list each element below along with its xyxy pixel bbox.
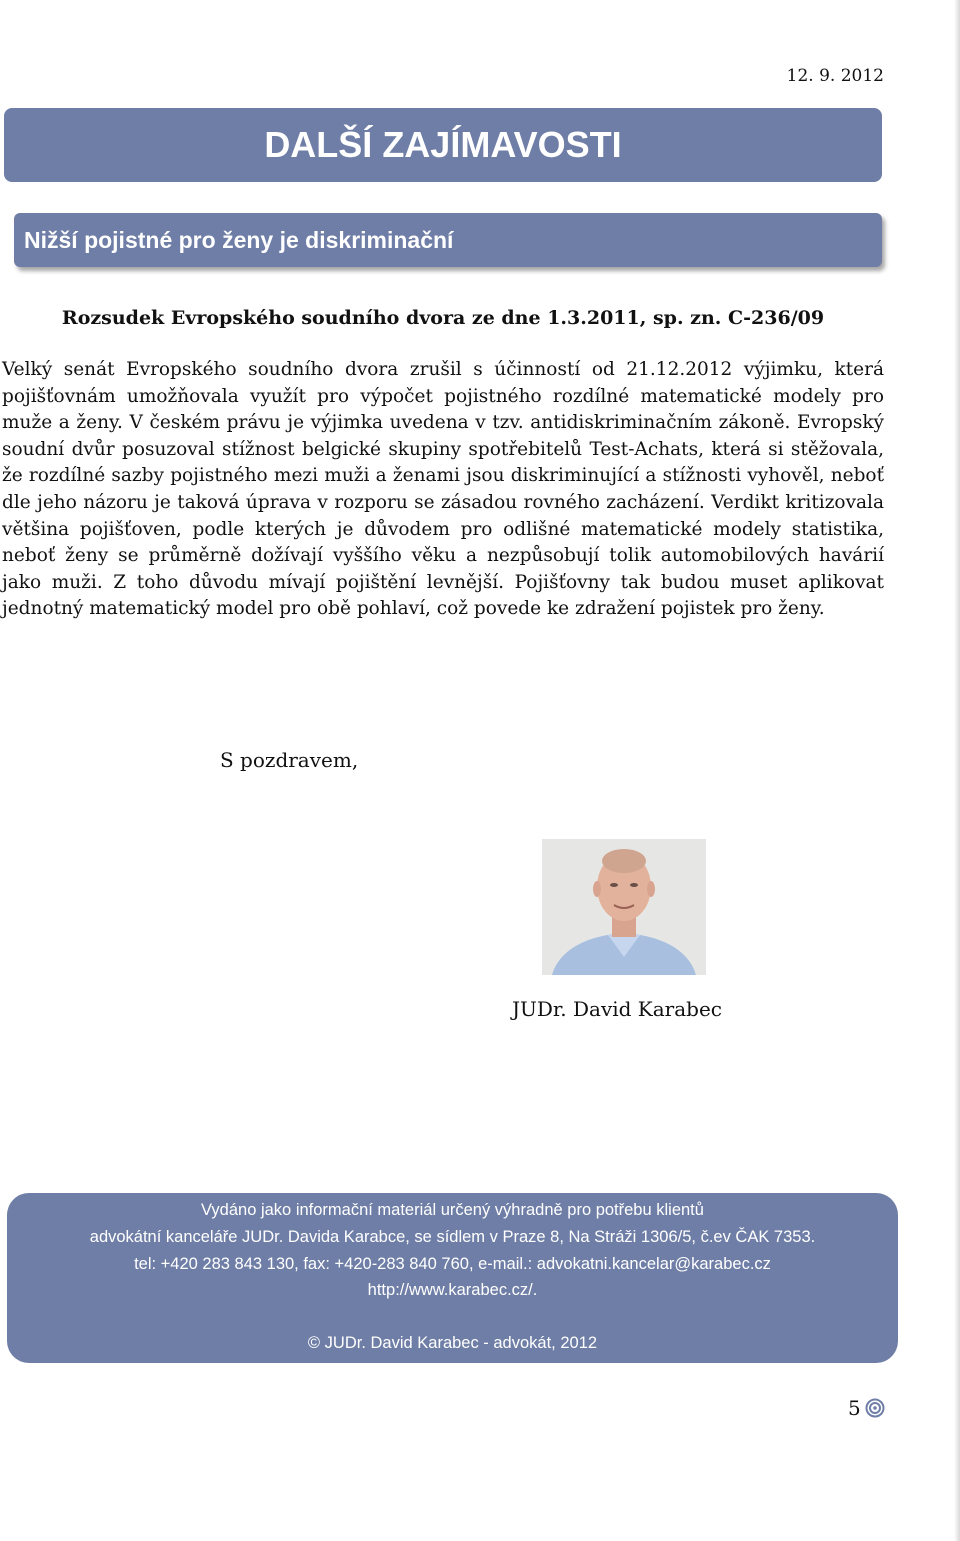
article-title-banner — [14, 213, 882, 267]
footer-line-2: advokátní kanceláře JUDr. Davida Karabce, se sídlem v Praze 8, Na Stráži 1306/5, č.ev ČAK 7353. — [89, 1228, 816, 1246]
ruling-reference: Rozsudek Evropského soudního dvora ze dne 1.3.2011, sp. zn. C-236/09 — [61, 307, 825, 329]
footer-line-1: Vydáno jako informační materiál určený výhradně pro potřebu klientů — [201, 1201, 704, 1219]
page-edge — [954, 0, 960, 1541]
section-banner — [4, 108, 882, 182]
footer-copyright: © JUDr. David Karabec - advokát, 2012 — [307, 1334, 598, 1352]
footer-line-3: tel: +420 283 843 130, fax: +420-283 840 760, e-mail.: advokatni.kancelar@karabec.cz — [134, 1255, 771, 1273]
footer-website-link[interactable]: http://www.karabec.cz/. — [367, 1281, 538, 1299]
target-icon — [865, 1398, 885, 1418]
footer-box — [7, 1193, 898, 1363]
issue-date: 12. 9. 2012 — [786, 66, 884, 86]
signature-name: JUDr. David Karabec — [512, 997, 722, 1021]
page-number — [848, 1396, 885, 1420]
article-body: Velký senát Evropského soudního dvora zrušil s účinností od 21.12.2012 výjimku, která pojišťovnám umožňovala využít pro výpočet pojistného rozdílné matematické modely pro muže a ženy. V českém právu je výjimka uvedena v tzv. antidiskriminačním zákoně. Evropský soudní dvůr posuzoval stížnost belgické skupiny spotřebitelů Test-Achats, která si stěžovala, že rozdílné sazby pojistného mezi muži a ženami jsou diskriminující a stížnosti vyhověl, neboť dle jeho názoru je taková úprava v rozporu se zásadou rovného zacházení. Verdikt kritizovala většina pojišťoven, podle kterých je důvodem pro odlišné matematické modely statistika, neboť ženy se průměrně dožívají vyššího věku a nezpůsobují tolik automobilových havárií jako muži. Z toho důvodu mívají pojištění levnější. Pojišťovny tak budou muset aplikovat jednotný matematický model pro obě pohlaví, což povede ke zdražení pojistek pro ženy. — [2, 359, 884, 620]
page-number-value: 5 — [848, 1396, 861, 1420]
greeting: S pozdravem, — [220, 748, 359, 772]
section-title: DALŠÍ ZAJÍMAVOSTI — [264, 124, 622, 165]
author-photo — [542, 839, 706, 975]
article-title: Nižší pojistné pro ženy je diskriminační — [24, 226, 454, 253]
